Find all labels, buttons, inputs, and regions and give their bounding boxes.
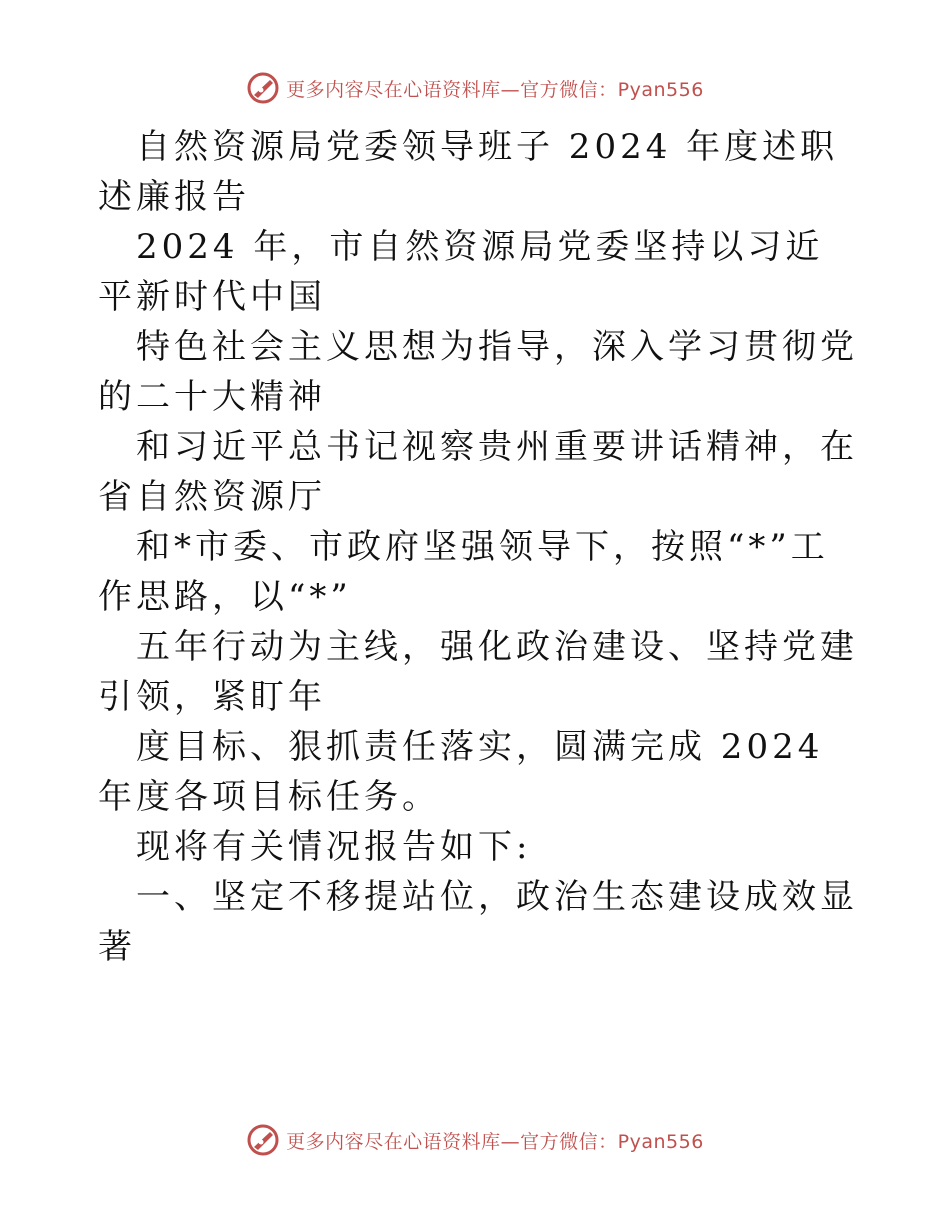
paragraph: 2024 年，市自然资源局党委坚持以习近平新时代中国: [98, 227, 824, 317]
paragraph: 和*市委、市政府坚强领导下，按照“*”工作思路，以“*”: [98, 527, 829, 617]
document-title: 自然资源局党委领导班子 2024 年度述职述廉报告: [98, 127, 839, 217]
watermark-text: 更多内容尽在心语资料库—官方微信：Pyan556: [286, 78, 704, 101]
paragraph: 五年行动为主线，强化政治建设、坚持党建引领，紧盯年: [98, 627, 858, 717]
paragraph: 和习近平总书记视察贵州重要讲话精神，在省自然资源厅: [98, 427, 858, 517]
header-watermark: [0, 70, 950, 106]
paragraph: 度目标、狠抓责任落实，圆满完成 2024 年度各项目标任务。: [98, 727, 824, 817]
seal-logo-icon: [246, 71, 280, 105]
section-heading: 一、坚定不移提站位，政治生态建设成效显著: [98, 877, 858, 967]
paragraph: 特色社会主义思想为指导，深入学习贯彻党的二十大精神: [98, 327, 858, 417]
watermark-text: 更多内容尽在心语资料库—官方微信：Pyan556: [286, 1130, 704, 1153]
seal-logo-icon: [246, 1123, 280, 1157]
document-body: [98, 122, 858, 972]
footer-watermark: [0, 1122, 950, 1158]
paragraph: 现将有关情况报告如下:: [136, 827, 532, 867]
